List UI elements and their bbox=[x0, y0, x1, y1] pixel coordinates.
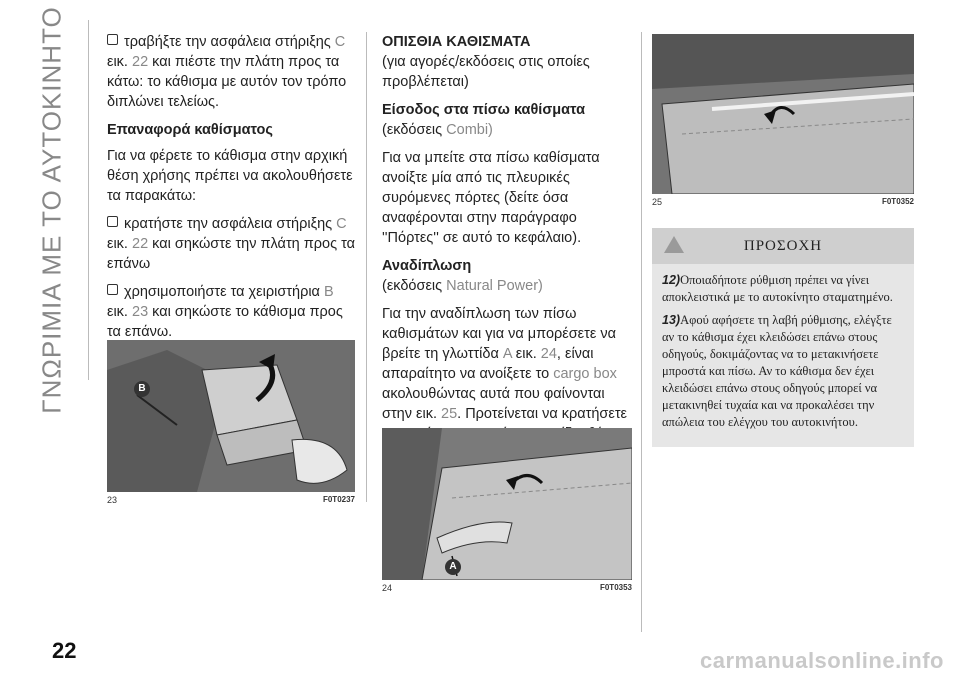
main-heading: ΟΠΙΣΘΙΑ ΚΑΘΙΣΜΑΤΑ bbox=[382, 34, 531, 50]
text: και σηκώστε το κάθισμα προς τα επάνω. bbox=[107, 304, 343, 340]
text: Natural Power) bbox=[446, 278, 543, 294]
figure-25-image bbox=[652, 34, 914, 194]
figure-23-caption bbox=[107, 495, 355, 505]
callout-a: A bbox=[445, 559, 461, 575]
item-number: 13) bbox=[662, 313, 681, 327]
ref-letter: C bbox=[336, 216, 347, 232]
sec1-sub bbox=[382, 120, 632, 140]
ref-letter: C bbox=[334, 34, 346, 50]
side-divider bbox=[88, 20, 89, 380]
cargo-box-lid-illustration bbox=[652, 34, 914, 194]
cargo-box-illustration bbox=[382, 428, 632, 580]
text: , είναι απαραίτητο να ανοίξετε το bbox=[382, 346, 594, 382]
text: (εκδόσεις bbox=[382, 122, 443, 138]
figure-number: 23 bbox=[107, 495, 118, 505]
sec1-body: Για να μπείτε στα πίσω καθίσματα ανοίξτε μία από τις πλευρικές συρόμενες πόρτες (δείτε όσα αναφέρονται στην παράγραφο ''Πόρτες'' σε αυτό το κεφάλαιο). bbox=[382, 150, 600, 246]
figure-25-caption bbox=[652, 197, 914, 207]
main-heading-sub: (για αγορές/εκδόσεις στις οποίες προβλέπεται) bbox=[382, 54, 590, 90]
text: και πιέστε την πλάτη προς τα κάτω: το κάθισμα με αυτόν τον τρόπο διπλώνει τελείως. bbox=[107, 54, 347, 110]
fig-ref: 24 bbox=[540, 346, 557, 362]
caution-item-12 bbox=[662, 272, 904, 306]
figure-24 bbox=[382, 428, 632, 593]
text: τραβήξτε την ασφάλεια στήριξης bbox=[124, 34, 335, 50]
cargo-box-term: cargo box bbox=[553, 366, 617, 382]
checkbox-bullet-icon bbox=[107, 216, 118, 227]
step-2 bbox=[107, 282, 355, 342]
figure-code: F0T0237 bbox=[322, 495, 355, 504]
side-chapter-title bbox=[22, 6, 82, 414]
text: εικ. bbox=[511, 346, 541, 362]
item-text: Αφού αφήσετε τη λαβή ρύθμισης, ελέγξτε αν το κάθισμα έχει κλειδώσει επάνω στους οδηγούς, δοκιμάζοντας να το μετακινήσετε μπροστά και πίσω. Αν το κάθισμα δεν έχει κλειδώσει επάνω στους οδηγούς μπορεί να μετακινηθεί τυχαία και να προκαλέσει την απώλεια του ελέγχου του αυτοκινήτου. bbox=[662, 313, 892, 429]
item-text: Οποιαδήποτε ρύθμιση πρέπει να γίνει αποκλειστικά με το αυτοκίνητο σταματημένο. bbox=[662, 273, 893, 304]
figure-23 bbox=[107, 340, 355, 505]
callout-b: B bbox=[134, 381, 150, 397]
figure-code: F0T0352 bbox=[881, 197, 914, 206]
figure-23-image bbox=[107, 340, 355, 492]
ref-letter: B bbox=[323, 284, 334, 300]
section-heading: Επαναφορά καθίσματος bbox=[107, 122, 273, 138]
watermark: carmanualsonline.info bbox=[700, 648, 944, 673]
text: χρησιμοποιήστε τα χειριστήρια bbox=[124, 284, 324, 300]
figure-25 bbox=[652, 34, 914, 207]
seat-fold-illustration bbox=[107, 340, 355, 492]
checkbox-bullet-icon bbox=[107, 284, 118, 295]
fig-ref: 23 bbox=[132, 304, 149, 320]
text: Combi) bbox=[446, 122, 493, 138]
figure-number: 25 bbox=[652, 197, 663, 207]
fig-ref: 22 bbox=[132, 236, 149, 252]
warning-triangle-icon bbox=[664, 236, 684, 253]
chapter-title-text: ΓΝΩΡΙΜΙΑ ΜΕ ΤΟ ΑΥΤΟΚΙΝΗΤΟ bbox=[36, 6, 67, 414]
sec2-heading: Αναδίπλωση bbox=[382, 258, 472, 274]
figure-24-image bbox=[382, 428, 632, 580]
caution-box bbox=[652, 228, 914, 447]
text: . Προτείνεται να κρατήσετε bbox=[457, 406, 628, 422]
fig-ref: 22 bbox=[132, 54, 149, 70]
figure-24-caption bbox=[382, 583, 632, 593]
ref-letter: A bbox=[502, 346, 512, 362]
fig-ref: 25 bbox=[441, 406, 458, 422]
caution-title: ΠΡΟΣΟΧΗ bbox=[743, 237, 823, 254]
caution-body bbox=[652, 264, 914, 447]
paragraph-fold bbox=[107, 32, 355, 112]
sec2-sub bbox=[382, 276, 632, 296]
column-divider-2 bbox=[641, 32, 642, 632]
text: Για την αναδίπλωση των πίσω καθισμάτων και για να μπορέσετε να βρείτε τη γλωττίδα bbox=[382, 306, 616, 362]
step-1 bbox=[107, 214, 355, 274]
text: κρατήστε την ασφάλεια στήριξης bbox=[124, 216, 337, 232]
text: εικ. bbox=[107, 236, 132, 252]
page-number: 22 bbox=[52, 638, 77, 663]
figure-number: 24 bbox=[382, 583, 393, 593]
intro-paragraph: Για να φέρετε το κάθισμα στην αρχική θέση χρήσης πρέπει να ακολουθήσετε τα παρακάτω: bbox=[107, 148, 353, 204]
caution-item-13 bbox=[662, 312, 904, 431]
text: εικ. bbox=[107, 304, 132, 320]
sec1-heading: Είσοδος στα πίσω καθίσματα bbox=[382, 102, 586, 118]
text: εικ. bbox=[107, 54, 132, 70]
figure-code: F0T0353 bbox=[599, 583, 632, 592]
column-2 bbox=[382, 32, 632, 492]
text: ακολουθώντας αυτά που φαίνονται στην εικ. bbox=[382, 386, 605, 422]
column-1 bbox=[107, 32, 355, 376]
caution-header bbox=[652, 228, 914, 264]
column-divider-1 bbox=[366, 32, 367, 502]
item-number: 12) bbox=[662, 273, 681, 287]
text: (εκδόσεις bbox=[382, 278, 443, 294]
checkbox-bullet-icon bbox=[107, 34, 118, 45]
text: και σηκώστε την πλάτη προς τα επάνω bbox=[107, 236, 355, 272]
